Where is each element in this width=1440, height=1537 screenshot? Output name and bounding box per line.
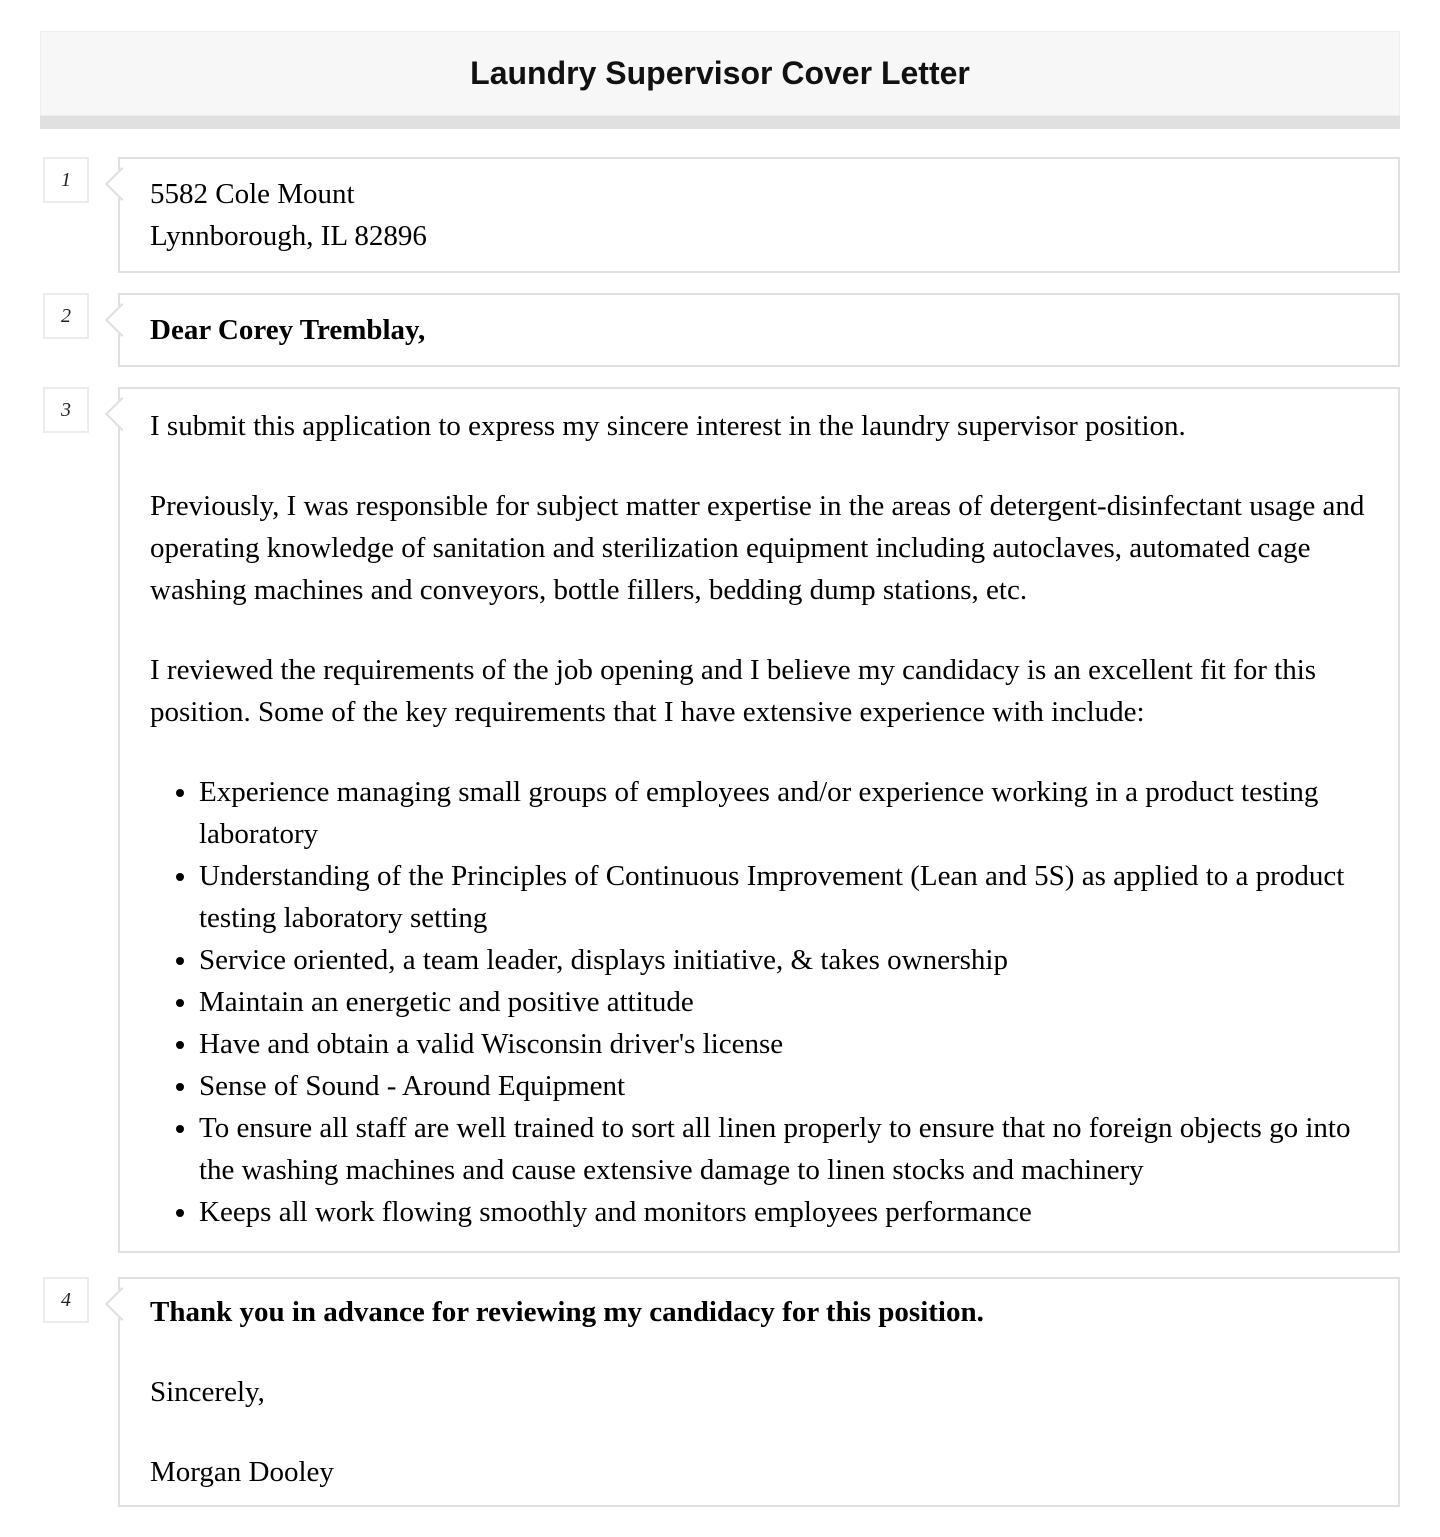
body-paragraph: Previously, I was responsible for subject matter expertise in the areas of detergent-disinfectant usage and operating knowledge of sanitation and sterilization equipment including autoclaves, automated cage washing machines and conveyors, bottle fillers, bedding dump stations, etc. <box>150 490 1365 606</box>
body-box <box>118 387 1400 1253</box>
body-paragraph: I reviewed the requirements of the job opening and I believe my candidacy is an excellent fit for this position. Some of the key requirements that I have extensive experience with include: <box>150 654 1317 728</box>
section-number-badge <box>43 157 89 203</box>
title-banner <box>40 31 1400 116</box>
section-number-badge <box>43 387 89 433</box>
greeting-box <box>118 293 1400 367</box>
section-address <box>40 157 1400 273</box>
address-box <box>118 157 1400 273</box>
badge-column <box>40 387 118 433</box>
section-number: 4 <box>61 1288 71 1311</box>
requirement-item: • Keeps all work flowing smoothly and monitors employees performance <box>199 1191 1368 1233</box>
address-line-1: 5582 Cole Mount <box>150 178 355 210</box>
badge-column <box>40 293 118 339</box>
address-line-2: Lynnborough, IL 82896 <box>150 220 427 252</box>
requirement-item: • Sense of Sound - Around Equipment <box>199 1065 1368 1107</box>
requirement-item: • Maintain an energetic and positive attitude <box>199 981 1368 1023</box>
section-closing <box>40 1277 1400 1507</box>
closing-statement: Thank you in advance for reviewing my candidacy for this position. <box>150 1296 984 1328</box>
body-paragraph: I submit this application to express my sincere interest in the laundry supervisor position. <box>150 410 1186 442</box>
greeting-text: Dear Corey Tremblay, <box>150 314 426 346</box>
section-body <box>40 387 1400 1253</box>
requirements-list <box>150 771 1368 1233</box>
requirement-item: • Understanding of the Principles of Continuous Improvement (Lean and 5S) as applied to a product testing laboratory setting <box>199 855 1368 939</box>
section-number-badge <box>43 1277 89 1323</box>
section-number-badge <box>43 293 89 339</box>
badge-column <box>40 157 118 203</box>
section-number: 3 <box>61 398 71 421</box>
page-title: Laundry Supervisor Cover Letter <box>470 55 970 91</box>
requirement-item: • Experience managing small groups of employees and/or experience working in a product testing laboratory <box>199 771 1368 855</box>
section-number: 1 <box>61 168 71 191</box>
closing-box <box>118 1277 1400 1507</box>
title-banner-shadow <box>40 31 1400 129</box>
requirement-item: • Service oriented, a team leader, displays initiative, & takes ownership <box>199 939 1368 981</box>
section-greeting <box>40 293 1400 367</box>
signature-name: Morgan Dooley <box>150 1456 334 1488</box>
section-number: 2 <box>61 304 71 327</box>
requirement-item: • To ensure all staff are well trained to sort all linen properly to ensure that no foreign objects go into the washing machines and cause extensive damage to linen stocks and machinery <box>199 1107 1368 1191</box>
requirement-item: • Have and obtain a valid Wisconsin driver's license <box>199 1023 1368 1065</box>
badge-column <box>40 1277 118 1323</box>
signoff-text: Sincerely, <box>150 1376 265 1408</box>
